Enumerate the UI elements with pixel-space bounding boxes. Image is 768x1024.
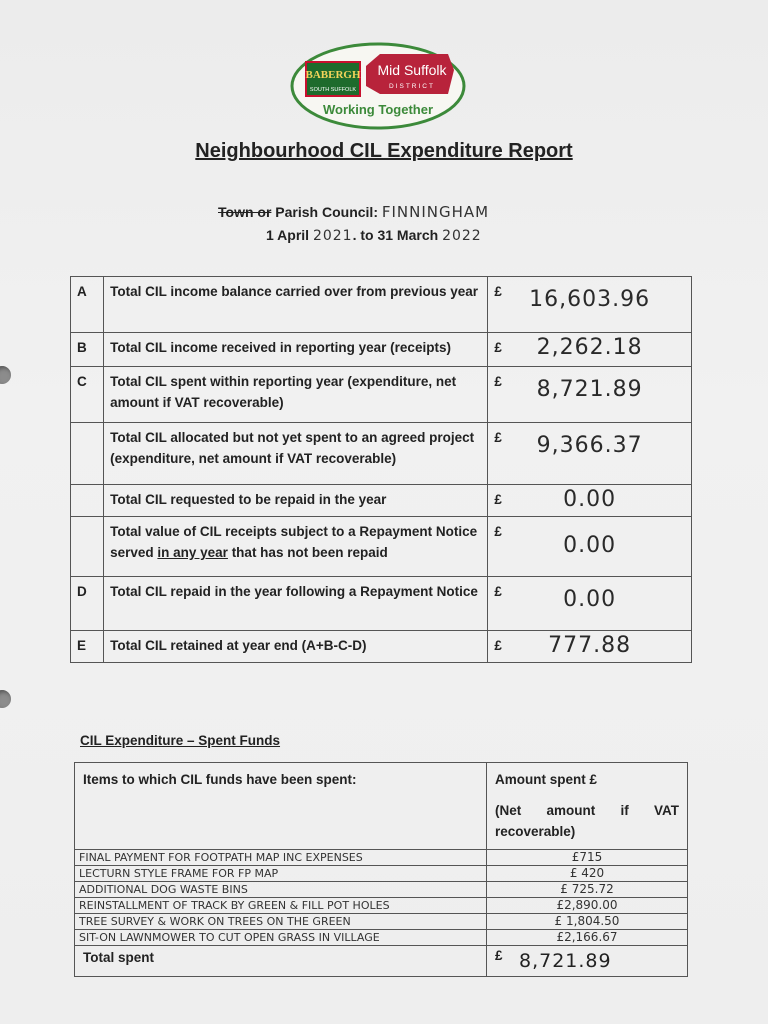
spent-item-row xyxy=(75,898,688,914)
summary-row-allocated xyxy=(71,423,692,485)
currency-symbol: £ xyxy=(494,524,502,539)
row-letter: A xyxy=(71,277,104,333)
row-letter: B xyxy=(71,333,104,367)
amount-value: 8,721.89 xyxy=(536,377,643,402)
summary-row-requested xyxy=(71,485,692,517)
section-title: CIL Expenditure – Spent Funds xyxy=(80,733,281,748)
struck-label: Town or xyxy=(218,204,272,220)
spent-item-amount: £ 420 xyxy=(487,866,688,882)
council-line xyxy=(218,203,489,221)
summary-row-b xyxy=(71,333,692,367)
amount-value: 0.00 xyxy=(563,487,617,512)
spent-funds-table xyxy=(74,762,688,977)
period-middle: . to 31 March xyxy=(352,227,439,243)
spent-item-row xyxy=(75,930,688,946)
row-description: Total CIL spent within reporting year (expenditure, net amount if VAT recoverable) xyxy=(104,367,488,423)
total-spent-amount xyxy=(487,946,688,977)
row-letter xyxy=(71,423,104,485)
amount-header-note: (Net amount if VAT recoverable) xyxy=(495,803,679,839)
logo-left-sub: SOUTH SUFFOLK xyxy=(309,87,357,93)
desc-underlined: in any year xyxy=(157,545,228,560)
currency-symbol: £ xyxy=(494,340,502,355)
spent-item-description: LECTURN STYLE FRAME FOR FP MAP xyxy=(75,866,487,882)
row-amount xyxy=(488,577,692,631)
row-description: Total CIL retained at year end (A+B-C-D) xyxy=(104,631,488,663)
spent-item-description: REINSTALLMENT OF TRACK BY GREEN & FILL POT HOLES xyxy=(75,898,487,914)
amount-value: 777.88 xyxy=(548,633,632,658)
desc-part: that has not been repaid xyxy=(227,545,388,560)
report-title: Neighbourhood CIL Expenditure Report xyxy=(195,140,573,162)
spent-item-description: TREE SURVEY & WORK ON TREES ON THE GREEN xyxy=(75,914,487,930)
currency-symbol: £ xyxy=(494,374,502,389)
logo-tagline: Working Together xyxy=(322,102,434,117)
total-spent-label: Total spent xyxy=(75,946,487,977)
spent-item-amount: £715 xyxy=(487,850,688,866)
row-amount xyxy=(488,333,692,367)
row-amount xyxy=(488,485,692,517)
currency-symbol: £ xyxy=(494,492,502,507)
row-description xyxy=(104,517,488,577)
spent-item-row xyxy=(75,866,688,882)
summary-row-a xyxy=(71,277,692,333)
summary-table xyxy=(70,276,692,663)
summary-row-repayment-notice xyxy=(71,517,692,577)
row-amount xyxy=(488,277,692,333)
currency-symbol: £ xyxy=(494,584,502,599)
row-amount xyxy=(488,367,692,423)
row-letter: E xyxy=(71,631,104,663)
amount-value: 0.00 xyxy=(563,587,617,612)
currency-symbol: £ xyxy=(495,948,503,963)
spent-item-description: SIT-ON LAWNMOWER TO CUT OPEN GRASS IN VILLAGE xyxy=(75,930,487,946)
row-description: Total CIL allocated but not yet spent to an agreed project (expenditure, net amount if VAT recoverable) xyxy=(104,423,488,485)
items-column-header: Items to which CIL funds have been spent: xyxy=(75,763,487,850)
row-description: Total CIL income balance carried over from previous year xyxy=(104,277,488,333)
punch-hole xyxy=(0,690,11,708)
spent-item-description: FINAL PAYMENT FOR FOOTPATH MAP INC EXPENSES xyxy=(75,850,487,866)
summary-row-c xyxy=(71,367,692,423)
row-description: Total CIL repaid in the year following a Repayment Notice xyxy=(104,577,488,631)
spent-item-row xyxy=(75,914,688,930)
row-letter xyxy=(71,517,104,577)
spent-item-row xyxy=(75,882,688,898)
amount-value: 2,262.18 xyxy=(536,335,643,360)
amount-column-header xyxy=(487,763,688,850)
working-together-logo xyxy=(288,40,468,132)
amount-value: 0.00 xyxy=(563,533,617,558)
summary-row-d xyxy=(71,577,692,631)
period-prefix: 1 April xyxy=(266,227,310,243)
punch-hole xyxy=(0,366,11,384)
spent-item-amount: £2,890.00 xyxy=(487,898,688,914)
row-amount xyxy=(488,631,692,663)
summary-row-e xyxy=(71,631,692,663)
amount-header-line1: Amount spent £ xyxy=(495,772,598,787)
spent-total-row xyxy=(75,946,688,977)
logo-right-name: Mid Suffolk xyxy=(377,62,447,78)
amount-header-line2 xyxy=(495,800,679,842)
logo-right-sub: DISTRICT xyxy=(389,83,435,90)
period-line xyxy=(266,227,482,244)
council-name: FINNINGHAM xyxy=(381,203,490,221)
amount-value: 16,603.96 xyxy=(529,287,651,312)
spent-item-amount: £ 725.72 xyxy=(487,882,688,898)
logo-left-name: BABERGH xyxy=(305,69,361,81)
row-letter: D xyxy=(71,577,104,631)
currency-symbol: £ xyxy=(494,284,502,299)
row-amount xyxy=(488,517,692,577)
council-label: Parish Council: xyxy=(275,204,378,220)
currency-symbol: £ xyxy=(494,430,502,445)
currency-symbol: £ xyxy=(494,638,502,653)
spent-item-row xyxy=(75,850,688,866)
desc-part: Total value of CIL receipts subject to a Repayment Notice served xyxy=(110,524,478,560)
period-start-year: 2021 xyxy=(312,228,353,244)
row-description: Total CIL requested to be repaid in the year xyxy=(104,485,488,517)
period-end-year: 2022 xyxy=(442,228,482,244)
spent-item-amount: £2,166.67 xyxy=(487,930,688,946)
total-spent-value: 8,721.89 xyxy=(519,950,612,972)
row-amount xyxy=(488,423,692,485)
spent-item-description: ADDITIONAL DOG WASTE BINS xyxy=(75,882,487,898)
row-description: Total CIL income received in reporting year (receipts) xyxy=(104,333,488,367)
spent-item-amount: £ 1,804.50 xyxy=(487,914,688,930)
row-letter xyxy=(71,485,104,517)
amount-value: 9,366.37 xyxy=(536,433,643,458)
row-letter: C xyxy=(71,367,104,423)
spent-table-header xyxy=(75,763,688,850)
